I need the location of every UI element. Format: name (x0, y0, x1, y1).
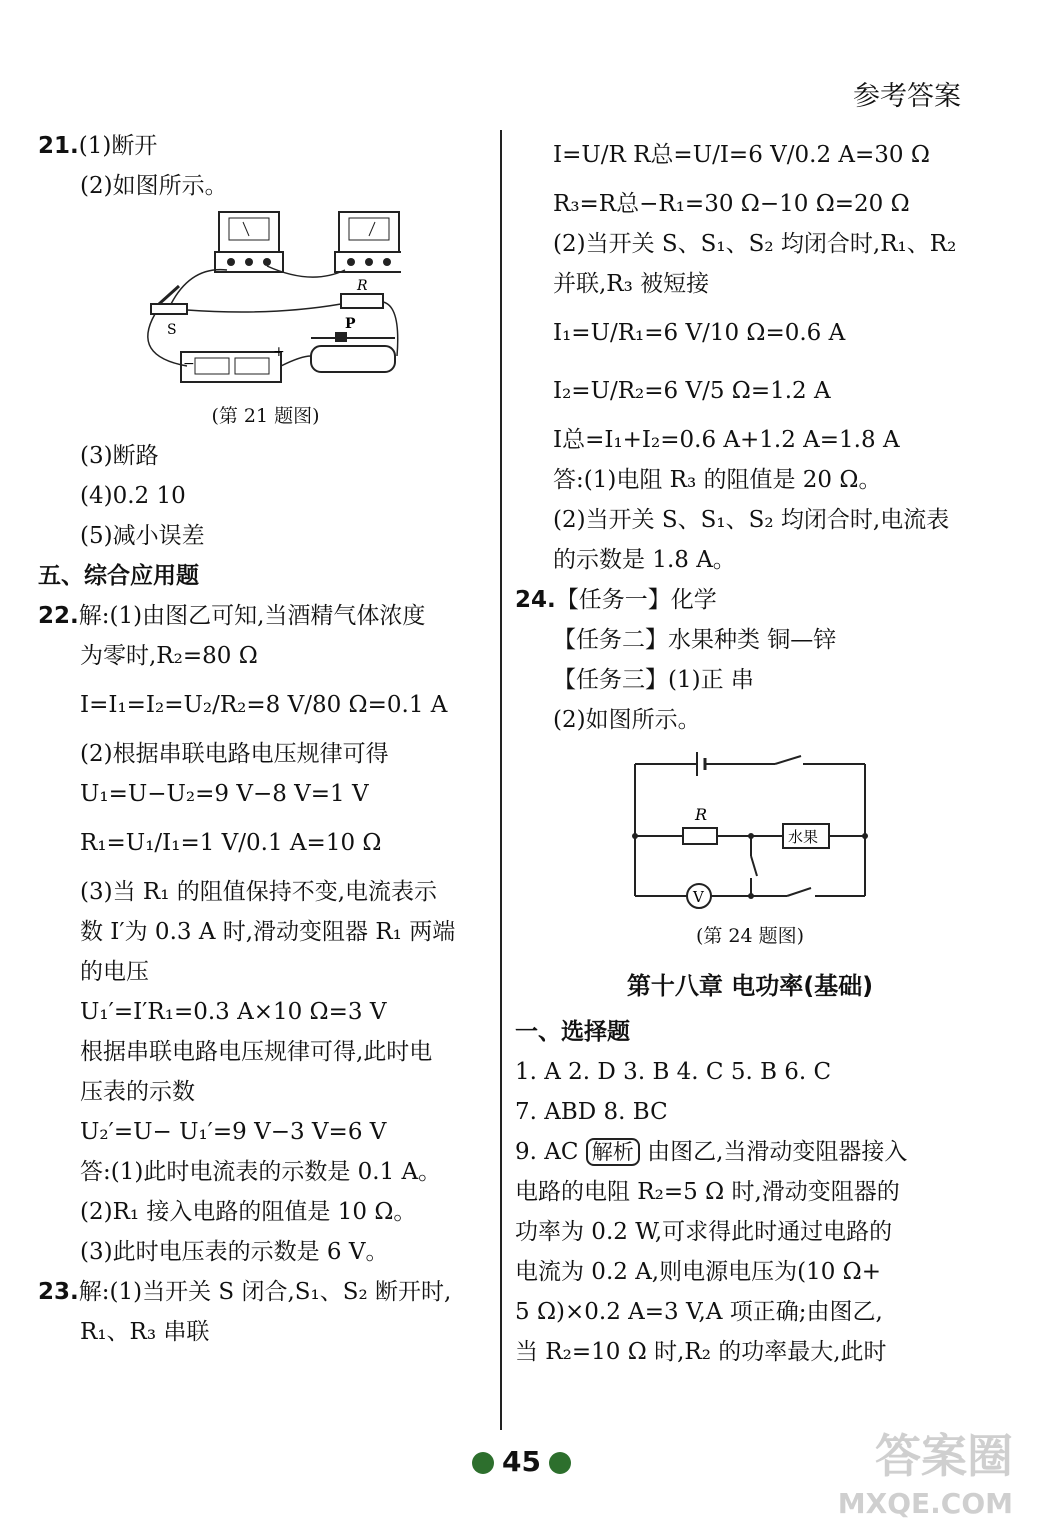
section-heading: 一、选择题 (515, 1019, 630, 1045)
figure-caption: (第 24 题图) (695, 925, 805, 947)
question-number: 21. (38, 133, 79, 159)
label-r: R (695, 805, 708, 824)
label-r: R (356, 278, 368, 294)
left-column (38, 126, 493, 1352)
answer-text: 并联,R₃ 被短接 (553, 271, 710, 297)
answer-text: 压表的示数 (80, 1079, 195, 1105)
question-number: 24. (515, 587, 556, 613)
answer-text: 解:(1)由图乙可知,当酒精气体浓度 (78, 603, 426, 629)
answer-text: 电流为 0.2 A,则电源电压为(10 Ω+ (515, 1259, 882, 1285)
label-p: P (344, 316, 356, 332)
leaf-icon (549, 1452, 571, 1474)
right-column (515, 126, 985, 1372)
answer-text: 数 I′为 0.3 A 时,滑动变阻器 R₁ 两端 (80, 919, 456, 945)
label-v: V (693, 888, 704, 906)
answer-text: (2)如图所示。 (80, 173, 228, 199)
watermark: 答案圈 MXQE.COM (837, 1429, 1013, 1520)
answer-text: 【任务一】化学 (555, 587, 717, 613)
analysis-badge: 解析 (586, 1138, 640, 1166)
answer-text: (4)0.2 10 (80, 483, 186, 509)
chapter-title: 第十八章 电功率(基础) (626, 972, 874, 1000)
question-number: 23. (38, 1279, 79, 1305)
answer-text: 功率为 0.2 W,可求得此时通过电路的 (515, 1219, 893, 1245)
circuit-figure-24 (625, 746, 875, 916)
equation: U₁′=I′R₁=0.3 A×10 Ω=3 V (80, 999, 387, 1025)
equation: U₂′=U− U₁′=9 V−3 V=6 V (80, 1119, 387, 1145)
answer-text: 【任务二】水果种类 铜—锌 (553, 627, 837, 653)
equation: I总=I₁+I₂=0.6 A+1.2 A=1.8 A (553, 427, 900, 453)
answer-text: 根据串联电路电压规律可得,此时电 (80, 1039, 433, 1065)
answer-text: 电路的电阻 R₂=5 Ω 时,滑动变阻器的 (515, 1179, 900, 1205)
equation: R₃=R总−R₁=30 Ω−10 Ω=20 Ω (553, 191, 910, 217)
leaf-icon (472, 1452, 494, 1474)
label-plus: + (272, 344, 285, 360)
answer-text: (2)当开关 S、S₁、S₂ 均闭合时,R₁、R₂ (553, 231, 957, 257)
answer-text: (2)如图所示。 (553, 707, 701, 733)
equation: I₁=U/R₁=6 V/10 Ω=0.6 A (553, 320, 846, 346)
equation: U₁=U−U₂=9 V−8 V=1 V (80, 781, 369, 807)
answer-text: 为零时,R₂=80 Ω (80, 643, 258, 669)
answer-text: (1)断开 (78, 133, 158, 159)
equation: I=U/R R总=U/I=6 V/0.2 A=30 Ω (553, 142, 930, 168)
circuit-figure-21 (131, 206, 401, 396)
answer-text: 由图乙,当滑动变阻器接入 (647, 1139, 908, 1165)
answer-text: (2)R₁ 接入电路的阻值是 10 Ω。 (80, 1199, 417, 1225)
equation: I₂=U/R₂=6 V/5 Ω=1.2 A (553, 378, 831, 404)
answer-text: 5 Ω)×0.2 A=3 V,A 项正确;由图乙, (515, 1299, 883, 1325)
answer-text: (3)当 R₁ 的阻值保持不变,电流表示 (80, 879, 438, 905)
question-number: 9. AC (515, 1139, 579, 1165)
label-s: S (166, 322, 177, 338)
page-header: 参考答案 (853, 81, 961, 112)
answer-text: 的电压 (80, 959, 149, 985)
figure-caption: (第 21 题图) (211, 405, 320, 427)
answer-text: 7. ABD 8. BC (515, 1099, 668, 1125)
answer-text: 解:(1)当开关 S 闭合,S₁、S₂ 断开时, (78, 1279, 452, 1305)
answer-text: R₁、R₃ 串联 (80, 1319, 210, 1345)
answer-text: (3)此时电压表的示数是 6 V。 (80, 1239, 389, 1265)
page-number: 45 (502, 1445, 541, 1478)
answer-text: (5)减小误差 (80, 523, 205, 549)
equation: R₁=U₁/I₁=1 V/0.1 A=10 Ω (80, 830, 382, 856)
label-fruit: 水果 (788, 828, 819, 846)
answer-text: 1. A 2. D 3. B 4. C 5. B 6. C (515, 1059, 832, 1085)
answer-text: 答:(1)电阻 R₃ 的阻值是 20 Ω。 (553, 467, 882, 493)
answer-text: 当 R₂=10 Ω 时,R₂ 的功率最大,此时 (515, 1339, 887, 1365)
answer-text: (2)根据串联电路电压规律可得 (80, 741, 389, 767)
question-number: 22. (38, 603, 79, 629)
answer-text: 答:(1)此时电流表的示数是 0.1 A。 (80, 1159, 442, 1185)
label-minus: − (182, 356, 195, 372)
column-divider (500, 130, 502, 1430)
answer-text: 【任务三】(1)正 串 (553, 667, 754, 693)
answer-text: (3)断路 (80, 443, 159, 469)
answer-text: 的示数是 1.8 A。 (553, 547, 736, 573)
answer-text: (2)当开关 S、S₁、S₂ 均闭合时,电流表 (553, 507, 950, 533)
section-heading: 五、综合应用题 (38, 563, 199, 589)
equation: I=I₁=I₂=U₂/R₂=8 V/80 Ω=0.1 A (80, 692, 448, 718)
